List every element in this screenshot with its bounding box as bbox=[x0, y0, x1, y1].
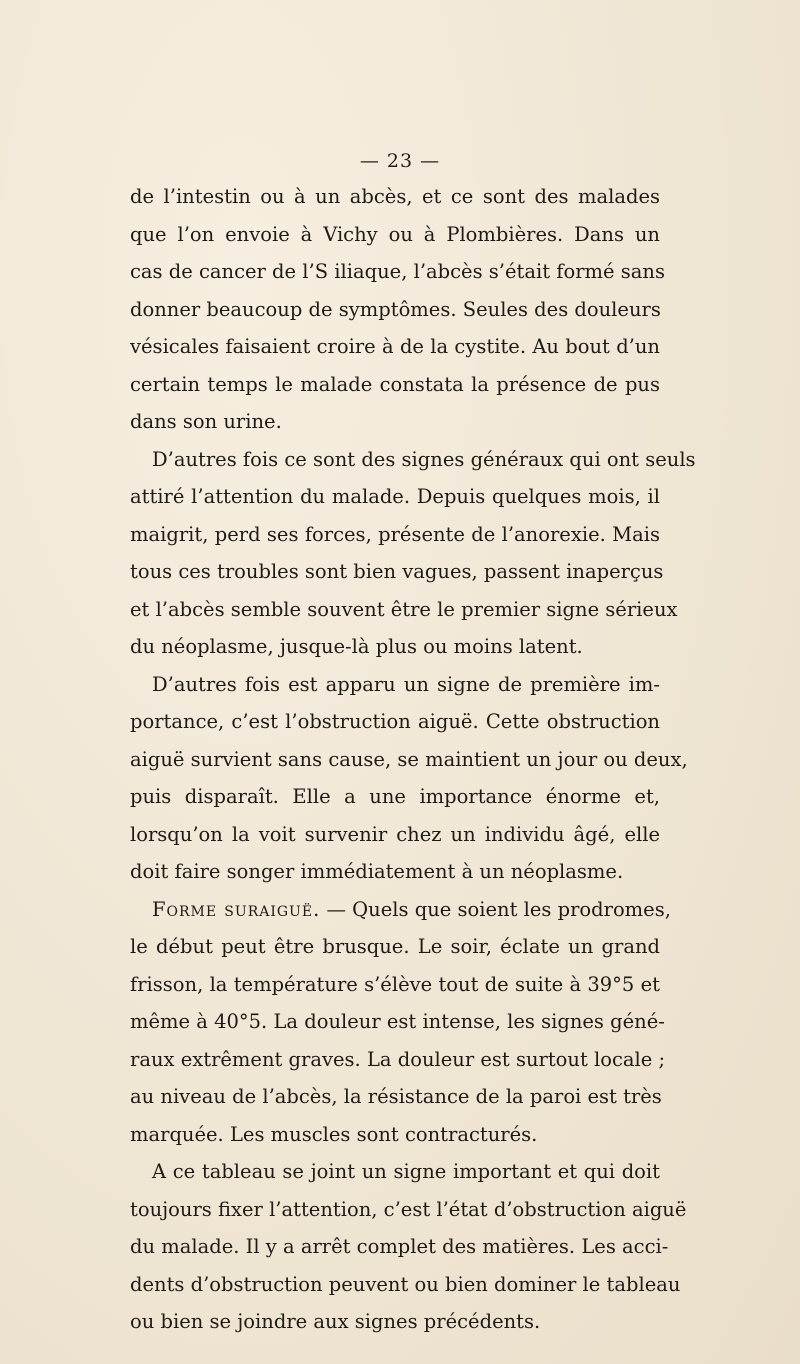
text-line: certain temps le malade constata la présence de pus bbox=[130, 372, 660, 396]
text-line: D’autres fois ce sont des signes généraux qui ont seuls bbox=[152, 447, 696, 471]
text-line: de l’intestin ou à un abcès, et ce sont des malades bbox=[130, 185, 660, 208]
text-line: du néoplasme, jusque-là plus ou moins latent. bbox=[130, 635, 583, 658]
text-line: et l’abcès semble souvent être le premier signe sérieux bbox=[130, 597, 678, 621]
text-part-2 bbox=[130, 928, 687, 1341]
text-line: même à 40°5. La douleur est intense, les signes géné- bbox=[130, 1010, 665, 1033]
text-line: lorsqu’on la voit survenir chez un individu âgé, elle bbox=[130, 822, 660, 846]
text-line: cas de cancer de l’S iliaque, l’abcès s’était formé sans bbox=[130, 260, 665, 283]
section-first-line-text: — Quels que soient les prodromes, bbox=[326, 897, 671, 921]
text-line: le début peut être brusque. Le soir, éclate un grand bbox=[130, 935, 660, 958]
text-line: vésicales faisaient croire à de la cystite. Au bout d’un bbox=[130, 335, 660, 358]
text-line: puis disparaît. Elle a une importance énorme et, bbox=[130, 785, 660, 808]
text-line: doit faire songer immédiatement à un néoplasme. bbox=[130, 860, 624, 883]
section-heading: Forme suraiguë. bbox=[152, 897, 321, 921]
text-part-1 bbox=[130, 178, 696, 891]
body-text bbox=[130, 178, 696, 1341]
text-line: attiré l’attention du malade. Depuis quelques mois, il bbox=[130, 485, 660, 508]
text-line: marquée. Les muscles sont contracturés. bbox=[130, 1122, 538, 1146]
text-line: du malade. Il y a arrêt complet des matières. Les acci- bbox=[130, 1235, 669, 1258]
text-line: raux extrêment graves. La douleur est surtout locale ; bbox=[130, 1047, 666, 1071]
text-line: aiguë survient sans cause, se maintient un jour ou deux, bbox=[130, 747, 688, 771]
section-first-line bbox=[130, 891, 671, 929]
text-line: tous ces troubles sont bien vagues, passent inaperçus bbox=[130, 560, 664, 583]
text-line: que l’on envoie à Vichy ou à Plombières. Dans un bbox=[130, 222, 660, 246]
text-line: maigrit, perd ses forces, présente de l’anorexie. Mais bbox=[130, 522, 660, 546]
text-line: A ce tableau se joint un signe important et qui doit bbox=[152, 1160, 660, 1183]
text-line: dents d’obstruction peuvent ou bien dominer le tableau bbox=[130, 1272, 681, 1296]
text-line: frisson, la température s’élève tout de suite à 39°5 et bbox=[130, 972, 660, 996]
text-line: donner beaucoup de symptômes. Seules des douleurs bbox=[130, 297, 661, 321]
text-line: au niveau de l’abcès, la résistance de la paroi est très bbox=[130, 1085, 662, 1108]
text-line: ou bien se joindre aux signes précédents. bbox=[130, 1310, 541, 1333]
page-number: — 23 — bbox=[359, 150, 441, 172]
text-line: toujours fixer l’attention, c’est l’état d’obstruction aiguë bbox=[130, 1197, 687, 1221]
text-line: D’autres fois est apparu un signe de première im- bbox=[152, 672, 660, 696]
text-line: portance, c’est l’obstruction aiguë. Cette obstruction bbox=[130, 710, 660, 733]
text-line: dans son urine. bbox=[130, 410, 282, 433]
